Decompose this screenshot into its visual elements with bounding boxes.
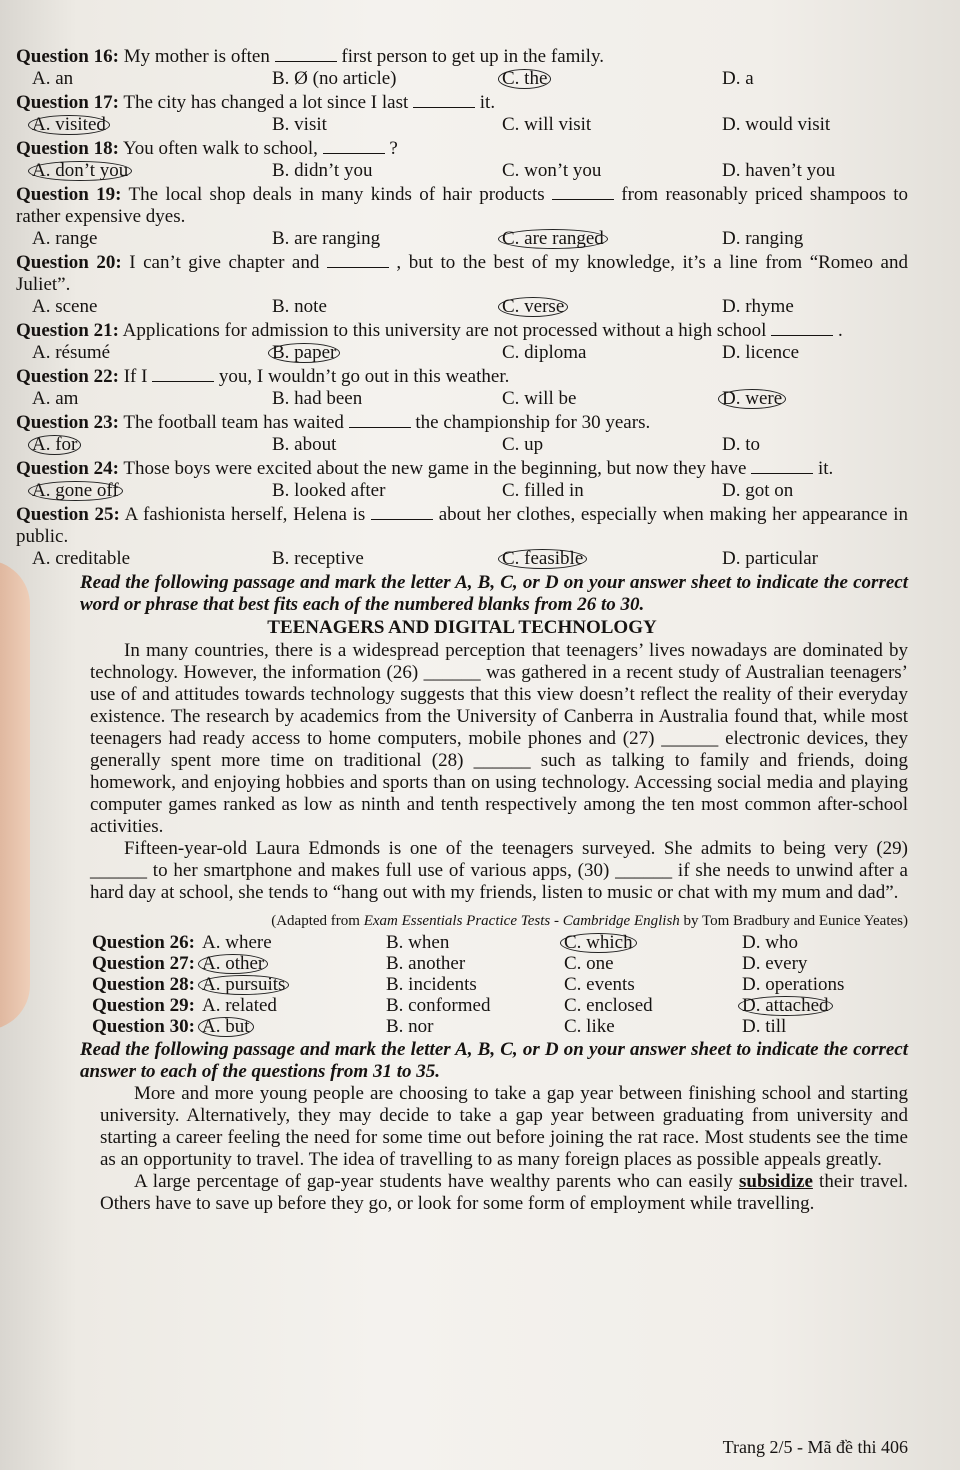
cloze-question-label: Question 27:	[92, 953, 195, 974]
cloze-option-d: D. who	[742, 932, 798, 953]
option-c: C. won’t you	[502, 160, 602, 181]
question-label: Question 22:	[16, 366, 119, 387]
question-stem: Question 20: I can’t give chapter and , but to the best of my knowledge, it’s a line from “Romeo and Juliet”.	[16, 252, 908, 295]
answer-blank	[371, 505, 433, 520]
circled-answer: A. other	[198, 954, 268, 974]
passage-paragraph-2: Fifteen-year-old Laura Edmonds is one of the teenagers surveyed. She admits to being very (29) ______ to her smartphone and makes full use of various apps, (30) ______ if she needs to unwind after a hard day at school, she tends to “hang out with my friends, listen to music or chat with my mum and dad”.	[90, 838, 908, 903]
cloze-question-label: Question 28:	[92, 974, 195, 995]
option-b: B. looked after	[272, 480, 386, 501]
option-d: D. particular	[722, 548, 819, 569]
question-24	[16, 458, 908, 502]
question-23	[16, 412, 908, 456]
passage-source: (Adapted from Exam Essentials Practice Tests - Cambridge English by Tom Bradbury and Eunice Yeates)	[271, 913, 908, 929]
option-c: C. diploma	[502, 342, 587, 363]
option-d: D. got on	[722, 480, 794, 501]
circled-answer: A. for	[28, 435, 81, 455]
circled-answer: A. visited	[28, 115, 110, 135]
cloze-option-d: D. every	[742, 953, 808, 974]
cloze-option-d: D. till	[742, 1016, 787, 1037]
cloze-option-a	[202, 974, 386, 995]
reading-instruction-2: Read the following passage and mark the letter A, B, C, or D on your answer sheet to indicate the correct answer to each of the questions from 31 to 35.	[80, 1039, 908, 1082]
option-b: B. didn’t you	[272, 160, 373, 181]
options-row	[16, 548, 908, 570]
option-b: B. receptive	[272, 548, 364, 569]
option-d: D. ranging	[722, 228, 804, 249]
passage-paragraph-1: In many countries, there is a widespread perception that teenagers’ lives nowadays are dominated by technology. However, the information (26) ______ was gathered in a recent study of Australian teenagers’ use of and attitudes towards technology suggests that this view doesn’t reflect the reality of their everyday existence. The research by academics from the University of Canberra in Australia found that, while most teenagers had ready access to home computers, mobile phones and (27) ______ electronic devices, they generally spent more time on traditional (28) ______ such as talking to family and friends, doing homework, and enjoying hobbies and sports than on using technology. Accessing social media and playing computer games ranked as low as ninth and tenth respectively among the ten most common after-school activities.	[90, 640, 908, 837]
circled-answer: C. which	[560, 933, 637, 953]
question-label: Question 18:	[16, 138, 119, 159]
option-d: D. to	[722, 434, 760, 455]
question-label: Question 25:	[16, 504, 120, 525]
cloze-answer-grid	[92, 932, 908, 1037]
option-a	[32, 160, 272, 182]
question-label: Question 21:	[16, 320, 119, 341]
cloze-option-b: B. conformed	[386, 995, 491, 1016]
options-row	[16, 160, 908, 182]
option-c: C. will visit	[502, 114, 592, 135]
question-18	[16, 138, 908, 182]
question-label: Question 17:	[16, 92, 119, 113]
option-a: A. résumé	[32, 342, 111, 363]
page-footer: Trang 2/5 - Mã đề thi 406	[722, 1437, 908, 1457]
option-a: A. an	[32, 68, 74, 89]
answer-blank	[327, 253, 389, 268]
question-label: Question 19:	[16, 184, 122, 205]
option-a: A. creditable	[32, 548, 131, 569]
option-b: B. visit	[272, 114, 327, 135]
question-19	[16, 184, 908, 250]
answer-blank	[552, 185, 614, 200]
passage2-paragraph-2: A large percentage of gap-year students have wealthy parents who can easily subsidize their travel. Others have to save up before they go, or look for some form of employment while travelling.	[100, 1171, 908, 1214]
option-a: A. scene	[32, 296, 98, 317]
option-d: D. would visit	[722, 114, 831, 135]
cloze-option-c: C. enclosed	[564, 995, 653, 1016]
options-row	[16, 228, 908, 250]
cloze-option-b: B. nor	[386, 1016, 434, 1037]
option-c: C. will be	[502, 388, 577, 409]
circled-answer: C. the	[498, 69, 551, 89]
passage2-paragraph-1: More and more young people are choosing to take a gap year between finishing school and starting university. Alternatively, they may decide to take a gap year between graduating from university and starting a career feeling the need for some time out before joining the rat race. Most students see the time as an opportunity to travel. The idea of travelling to as many foreign places as possible appeals greatly.	[100, 1083, 908, 1170]
answer-blank	[751, 459, 813, 474]
question-stem: Question 21: Applications for admission to this university are not processed without a high school .	[16, 320, 843, 341]
question-stem: Question 16: My mother is often first person to get up in the family.	[16, 46, 604, 67]
option-c: C. filled in	[502, 480, 584, 501]
options-row	[16, 342, 908, 364]
question-stem: Question 22: If I you, I wouldn’t go out in this weather.	[16, 366, 510, 387]
option-b: B. had been	[272, 388, 363, 409]
question-stem: Question 23: The football team has waited the championship for 30 years.	[16, 412, 651, 433]
option-d	[722, 388, 922, 410]
cloze-option-d	[742, 995, 902, 1016]
cloze-option-b: B. another	[386, 953, 466, 974]
cloze-option-a	[202, 1016, 386, 1037]
answer-blank	[771, 321, 833, 336]
option-d: D. rhyme	[722, 296, 794, 317]
question-25	[16, 504, 908, 570]
circled-answer: C. verse	[498, 297, 568, 317]
reading-instruction-1: Read the following passage and mark the letter A, B, C, or D on your answer sheet to indicate the correct word or phrase that best fits each of the numbered blanks from 26 to 30.	[80, 572, 908, 615]
circled-answer: A. don’t you	[28, 161, 132, 181]
option-a	[32, 114, 272, 136]
circled-answer: D. were	[718, 389, 786, 409]
options-row	[16, 480, 908, 502]
answer-blank	[349, 413, 411, 428]
question-list	[16, 46, 908, 570]
cloze-option-a	[202, 953, 386, 974]
circled-answer: C. feasible	[498, 549, 587, 569]
option-a	[32, 480, 272, 502]
options-row	[16, 114, 908, 136]
cloze-option-d: D. operations	[742, 974, 845, 995]
cloze-option-a: A. related	[202, 995, 277, 1016]
question-label: Question 23:	[16, 412, 119, 433]
cloze-question-label: Question 29:	[92, 995, 195, 1016]
question-20	[16, 252, 908, 318]
option-d: D. licence	[722, 342, 800, 363]
cloze-option-b: B. incidents	[386, 974, 477, 995]
option-d: D. haven’t you	[722, 160, 836, 181]
answer-blank	[152, 367, 214, 382]
answer-blank	[413, 93, 475, 108]
question-16	[16, 46, 908, 90]
question-stem: Question 24: Those boys were excited about the new game in the beginning, but now they have it.	[16, 458, 834, 479]
question-stem: Question 17: The city has changed a lot since I last it.	[16, 92, 496, 113]
options-row	[16, 434, 908, 456]
question-stem: Question 18: You often walk to school, ?	[16, 138, 398, 159]
option-d: D. a	[722, 68, 754, 89]
option-c: C. up	[502, 434, 544, 455]
option-b: B. note	[272, 296, 327, 317]
question-17	[16, 92, 908, 136]
question-21	[16, 320, 908, 364]
cloze-option-c	[564, 932, 742, 953]
options-row	[16, 68, 908, 90]
option-c	[502, 68, 722, 90]
options-row	[16, 296, 908, 318]
circled-answer: A. gone off	[28, 481, 123, 501]
cloze-option-a: A. where	[202, 932, 272, 953]
circled-answer: D. attached	[738, 996, 833, 1016]
circled-answer: A. but	[198, 1017, 254, 1037]
answer-blank	[323, 139, 385, 154]
question-label: Question 20:	[16, 252, 122, 273]
question-stem: Question 19: The local shop deals in many kinds of hair products from reasonably priced shampoos to rather expensive dyes.	[16, 184, 908, 227]
option-a	[32, 434, 272, 456]
answer-blank	[275, 47, 337, 62]
options-row	[16, 388, 908, 410]
option-b	[272, 342, 502, 364]
cloze-question-label: Question 30:	[92, 1016, 195, 1037]
cloze-question-label: Question 26:	[92, 932, 195, 953]
circled-answer: A. pursuits	[198, 975, 289, 995]
option-c	[502, 296, 722, 318]
option-c	[502, 228, 722, 250]
circled-answer: C. are ranged	[498, 229, 608, 249]
option-a: A. am	[32, 388, 79, 409]
question-label: Question 24:	[16, 458, 119, 479]
option-b: B. about	[272, 434, 337, 455]
circled-answer: B. paper	[268, 343, 340, 363]
option-b: B. are ranging	[272, 228, 381, 249]
passage-title: TEENAGERS AND DIGITAL TECHNOLOGY	[267, 617, 657, 638]
cloze-option-b: B. when	[386, 932, 450, 953]
question-stem: Question 25: A fashionista herself, Helena is about her clothes, especially when making her appearance in public.	[16, 504, 909, 547]
cloze-option-c: C. events	[564, 974, 635, 995]
cloze-option-c: C. like	[564, 1016, 615, 1037]
option-b: B. Ø (no article)	[272, 68, 397, 89]
underlined-word-subsidize: subsidize	[738, 1171, 813, 1192]
question-label: Question 16:	[16, 46, 119, 67]
option-c	[502, 548, 722, 570]
option-a: A. range	[32, 228, 98, 249]
cloze-option-c: C. one	[564, 953, 614, 974]
page-content	[16, 46, 908, 1215]
question-22	[16, 366, 908, 410]
